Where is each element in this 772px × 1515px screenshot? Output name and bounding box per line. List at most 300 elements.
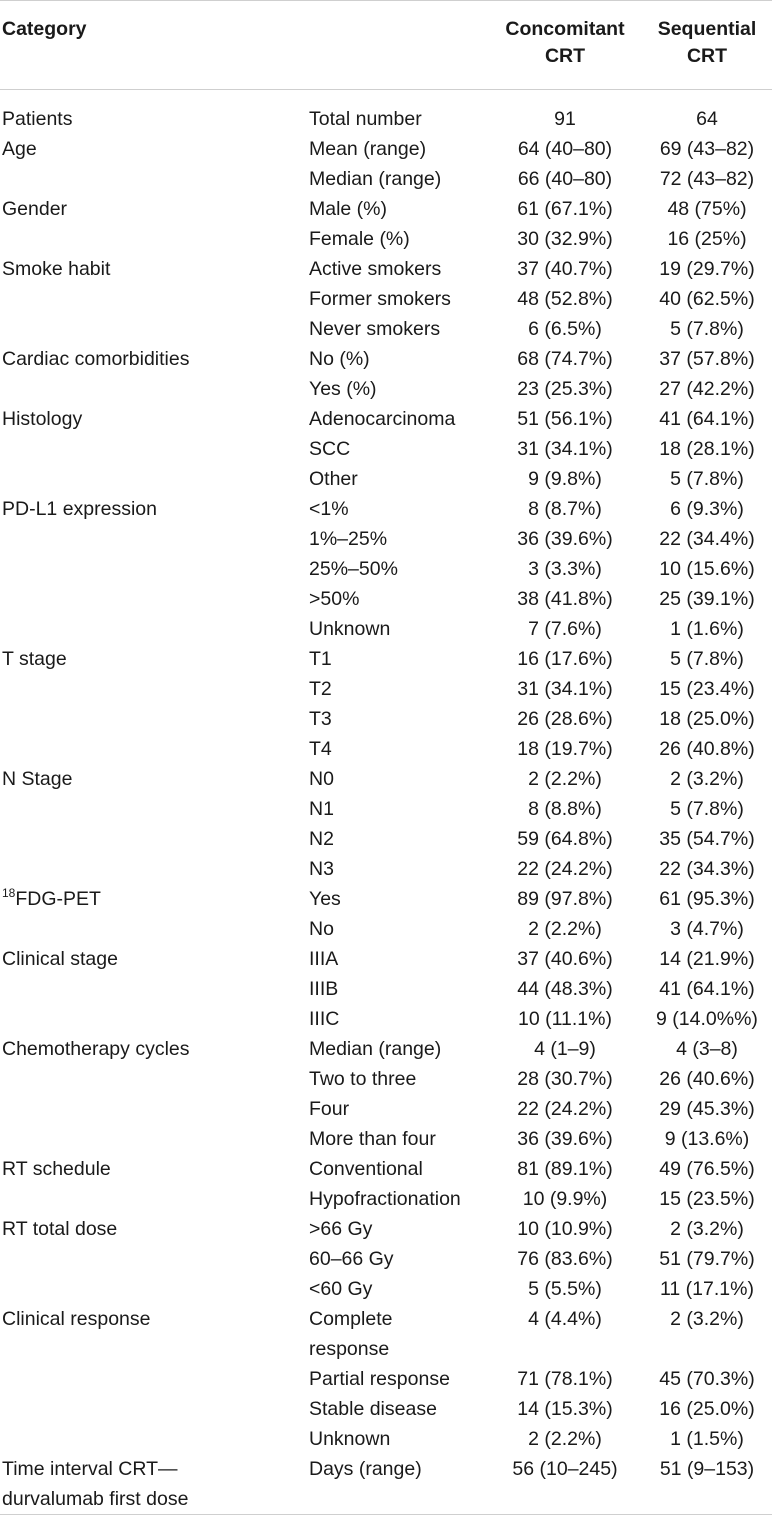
row-subcategory xyxy=(308,704,488,734)
row-concomitant-value: 2 (2.2%) xyxy=(528,918,602,940)
table-row xyxy=(0,584,772,614)
row-subcategory xyxy=(308,224,488,254)
row-subcategory-label: 1%–25% xyxy=(309,528,388,550)
row-subcategory xyxy=(308,1274,488,1304)
row-sequential-value: 2 (3.2%) xyxy=(670,768,744,790)
row-concomitant-value: 16 (17.6%) xyxy=(517,648,613,670)
row-concomitant-value: 37 (40.7%) xyxy=(517,258,613,280)
table-row xyxy=(0,194,772,224)
row-subcategory-label: Never smokers xyxy=(309,318,441,340)
row-category xyxy=(0,794,308,824)
table-header xyxy=(0,1,772,90)
row-subcategory xyxy=(308,1064,488,1094)
row-subcategory-label: Four xyxy=(309,1098,350,1120)
row-concomitant-value: 81 (89.1%) xyxy=(517,1158,613,1180)
table-row xyxy=(0,674,772,704)
row-subcategory xyxy=(308,164,488,194)
row-subcategory-label: Former smokers xyxy=(309,288,451,310)
row-category-label: Patients xyxy=(2,108,73,130)
row-subcategory xyxy=(308,1214,488,1244)
table-row xyxy=(0,1094,772,1124)
table-row xyxy=(0,524,772,554)
row-subcategory-label: T2 xyxy=(309,678,332,700)
row-subcategory xyxy=(308,1154,488,1184)
row-sequential-value: 22 (34.3%) xyxy=(659,858,755,880)
table-row xyxy=(0,614,772,644)
row-subcategory-label: Median (range) xyxy=(309,1038,442,1060)
row-subcategory-label: 25%–50% xyxy=(309,558,398,580)
row-concomitant-value: 8 (8.8%) xyxy=(528,798,602,820)
table-row xyxy=(0,854,772,884)
row-concomitant-value: 28 (30.7%) xyxy=(517,1068,613,1090)
row-concomitant-value: 8 (8.7%) xyxy=(528,498,602,520)
row-subcategory xyxy=(308,794,488,824)
row-sequential-value: 45 (70.3%) xyxy=(659,1368,755,1390)
table-row xyxy=(0,1064,772,1094)
row-concomitant-value: 10 (10.9%) xyxy=(517,1218,613,1240)
row-concomitant-value: 31 (34.1%) xyxy=(517,678,613,700)
row-category xyxy=(0,1304,308,1364)
row-concomitant-value: 9 (9.8%) xyxy=(528,468,602,490)
row-category xyxy=(0,644,308,674)
table-row xyxy=(0,1394,772,1424)
row-subcategory-label: Stable disease xyxy=(309,1398,437,1420)
table-row xyxy=(0,90,772,135)
row-category xyxy=(0,1394,308,1424)
row-subcategory xyxy=(308,464,488,494)
table-row xyxy=(0,1004,772,1034)
row-subcategory-label: T3 xyxy=(309,708,332,730)
row-sequential-value: 26 (40.8%) xyxy=(659,738,755,760)
row-category xyxy=(0,854,308,884)
row-sequential-value: 5 (7.8%) xyxy=(670,318,744,340)
table-row xyxy=(0,254,772,284)
row-subcategory xyxy=(308,974,488,1004)
header-category xyxy=(0,1,308,90)
row-subcategory-label: Two to three xyxy=(309,1068,417,1090)
row-subcategory xyxy=(308,734,488,764)
row-subcategory xyxy=(308,854,488,884)
table-row xyxy=(0,1154,772,1184)
row-sequential-value: 4 (3–8) xyxy=(676,1038,738,1060)
row-concomitant-value: 22 (24.2%) xyxy=(517,1098,613,1120)
row-sequential-value: 27 (42.2%) xyxy=(659,378,755,400)
row-concomitant-value: 71 (78.1%) xyxy=(517,1368,613,1390)
header-category-label: Category xyxy=(2,18,87,40)
row-category xyxy=(0,344,308,374)
table-row xyxy=(0,734,772,764)
header-sequential-line1: Sequential xyxy=(657,18,757,40)
row-category-label: Time interval CRT— xyxy=(2,1458,178,1480)
row-subcategory xyxy=(308,1424,488,1454)
row-subcategory-label: Other xyxy=(309,468,358,490)
row-subcategory xyxy=(308,314,488,344)
row-subcategory xyxy=(308,134,488,164)
row-subcategory xyxy=(308,1244,488,1274)
row-category xyxy=(0,90,308,135)
row-subcategory-label: IIIB xyxy=(309,978,339,1000)
row-category-label: Age xyxy=(2,138,37,160)
row-category xyxy=(0,224,308,254)
row-category-label: Smoke habit xyxy=(2,258,111,280)
row-sequential-value: 48 (75%) xyxy=(667,198,747,220)
row-category xyxy=(0,374,308,404)
row-subcategory-label: SCC xyxy=(309,438,351,460)
table-row xyxy=(0,374,772,404)
row-subcategory-label: T1 xyxy=(309,648,332,670)
row-subcategory xyxy=(308,644,488,674)
row-subcategory xyxy=(308,434,488,464)
row-category xyxy=(0,764,308,794)
row-sequential-value: 18 (25.0%) xyxy=(659,708,755,730)
row-category xyxy=(0,1454,308,1515)
row-sequential-value: 16 (25%) xyxy=(667,228,747,250)
row-category xyxy=(0,1154,308,1184)
table-row xyxy=(0,794,772,824)
row-subcategory-label: <1% xyxy=(309,498,349,520)
row-category xyxy=(0,944,308,974)
row-concomitant-value: 2 (2.2%) xyxy=(528,768,602,790)
row-subcategory xyxy=(308,824,488,854)
row-sequential-value: 9 (14.0%%) xyxy=(656,1008,758,1030)
row-concomitant-value: 2 (2.2%) xyxy=(528,1428,602,1450)
row-subcategory-label: Hypofractionation xyxy=(309,1188,461,1210)
row-sequential-value: 5 (7.8%) xyxy=(670,648,744,670)
table-row xyxy=(0,314,772,344)
row-subcategory xyxy=(308,1034,488,1064)
row-category-label: FDG-PET xyxy=(15,888,101,910)
table-row xyxy=(0,1364,772,1394)
row-subcategory-label: Median (range) xyxy=(309,168,442,190)
row-sequential-value: 40 (62.5%) xyxy=(659,288,755,310)
row-concomitant-value: 89 (97.8%) xyxy=(517,888,613,910)
row-sequential-value: 1 (1.5%) xyxy=(670,1428,744,1450)
row-category xyxy=(0,254,308,284)
row-subcategory xyxy=(308,194,488,224)
table-row xyxy=(0,284,772,314)
row-sequential-value: 35 (54.7%) xyxy=(659,828,755,850)
row-category xyxy=(0,1094,308,1124)
row-concomitant-value: 4 (4.4%) xyxy=(528,1308,602,1330)
row-category xyxy=(0,914,308,944)
row-subcategory-label: More than four xyxy=(309,1128,436,1150)
row-category-label-line2: durvalumab first dose xyxy=(2,1488,189,1510)
row-sequential-value: 25 (39.1%) xyxy=(659,588,755,610)
row-sequential-value: 51 (79.7%) xyxy=(659,1248,755,1270)
table-row xyxy=(0,644,772,674)
row-sequential-value: 26 (40.6%) xyxy=(659,1068,755,1090)
row-subcategory-label: Days (range) xyxy=(309,1458,422,1480)
row-subcategory-label: Mean (range) xyxy=(309,138,427,160)
table-row xyxy=(0,224,772,254)
table-row xyxy=(0,1034,772,1064)
row-sequential-value: 16 (25.0%) xyxy=(659,1398,755,1420)
row-concomitant-value: 36 (39.6%) xyxy=(517,528,613,550)
table-body xyxy=(0,90,772,1515)
row-subcategory-label: IIIC xyxy=(309,1008,340,1030)
row-sequential-value: 14 (21.9%) xyxy=(659,948,755,970)
row-sequential-value: 3 (4.7%) xyxy=(670,918,744,940)
header-sequential xyxy=(642,1,772,90)
row-category xyxy=(0,674,308,704)
row-subcategory-label-line2: response xyxy=(309,1338,390,1360)
row-subcategory-label: Total number xyxy=(309,108,422,130)
row-subcategory-label: N1 xyxy=(309,798,334,820)
row-category-label: PD-L1 expression xyxy=(2,498,157,520)
table-row xyxy=(0,1454,772,1515)
row-category-label: Clinical response xyxy=(2,1308,151,1330)
row-category xyxy=(0,734,308,764)
row-sequential-value: 37 (57.8%) xyxy=(659,348,755,370)
row-concomitant-value: 91 xyxy=(554,108,576,130)
table-row xyxy=(0,884,772,914)
row-category-label: N Stage xyxy=(2,768,73,790)
table-row xyxy=(0,1214,772,1244)
table-row xyxy=(0,494,772,524)
row-concomitant-value: 64 (40–80) xyxy=(517,138,613,160)
row-concomitant-value: 4 (1–9) xyxy=(534,1038,596,1060)
row-sequential-value: 9 (13.6%) xyxy=(664,1128,750,1150)
row-subcategory xyxy=(308,554,488,584)
table-row xyxy=(0,704,772,734)
row-concomitant-value: 36 (39.6%) xyxy=(517,1128,613,1150)
header-subcategory xyxy=(308,1,488,90)
row-category xyxy=(0,494,308,524)
row-subcategory-label: No (%) xyxy=(309,348,370,370)
row-category xyxy=(0,1184,308,1214)
row-category-superscript: 18 xyxy=(2,885,16,900)
row-category xyxy=(0,434,308,464)
table-row xyxy=(0,1124,772,1154)
row-subcategory xyxy=(308,674,488,704)
row-category-label: Clinical stage xyxy=(2,948,118,970)
row-concomitant-value: 26 (28.6%) xyxy=(517,708,613,730)
row-category xyxy=(0,314,308,344)
row-subcategory-label: N3 xyxy=(309,858,334,880)
row-subcategory-label: Unknown xyxy=(309,1428,391,1450)
row-subcategory xyxy=(308,494,488,524)
row-sequential-value: 18 (28.1%) xyxy=(659,438,755,460)
row-concomitant-value: 37 (40.6%) xyxy=(517,948,613,970)
row-sequential-value: 6 (9.3%) xyxy=(670,498,744,520)
row-category xyxy=(0,554,308,584)
table-row xyxy=(0,434,772,464)
row-category xyxy=(0,1364,308,1394)
row-sequential-value: 41 (64.1%) xyxy=(659,408,755,430)
table-row xyxy=(0,974,772,1004)
row-concomitant-value: 59 (64.8%) xyxy=(517,828,613,850)
header-sequential-line2: CRT xyxy=(686,45,728,67)
row-sequential-value: 64 xyxy=(696,108,718,130)
row-concomitant-value: 18 (19.7%) xyxy=(517,738,613,760)
row-concomitant-value: 44 (48.3%) xyxy=(517,978,613,1000)
table-row xyxy=(0,404,772,434)
row-category-label: Cardiac comorbidities xyxy=(2,348,190,370)
row-subcategory xyxy=(308,1454,488,1515)
row-subcategory xyxy=(308,584,488,614)
row-sequential-value: 15 (23.4%) xyxy=(659,678,755,700)
header-concomitant-line2: CRT xyxy=(544,45,586,67)
row-sequential-value: 2 (3.2%) xyxy=(670,1308,744,1330)
row-category xyxy=(0,704,308,734)
row-subcategory-label: Conventional xyxy=(309,1158,423,1180)
table-row xyxy=(0,1304,772,1364)
row-concomitant-value: 22 (24.2%) xyxy=(517,858,613,880)
table-row xyxy=(0,914,772,944)
row-category xyxy=(0,1214,308,1244)
row-category-label: Gender xyxy=(2,198,68,220)
row-subcategory xyxy=(308,1364,488,1394)
row-subcategory-label: 60–66 Gy xyxy=(309,1248,394,1270)
row-sequential-value: 41 (64.1%) xyxy=(659,978,755,1000)
row-category-label: RT total dose xyxy=(2,1218,118,1240)
row-concomitant-value: 23 (25.3%) xyxy=(517,378,613,400)
row-subcategory-label: No xyxy=(309,918,334,940)
row-subcategory-label: Yes (%) xyxy=(309,378,377,400)
row-subcategory xyxy=(308,374,488,404)
row-subcategory-label: Active smokers xyxy=(309,258,442,280)
row-sequential-value: 10 (15.6%) xyxy=(659,558,755,580)
row-category xyxy=(0,464,308,494)
row-sequential-value: 61 (95.3%) xyxy=(659,888,755,910)
row-subcategory-label: <60 Gy xyxy=(309,1278,373,1300)
table-row xyxy=(0,134,772,164)
row-sequential-value: 11 (17.1%) xyxy=(660,1278,754,1300)
row-subcategory-label: Male (%) xyxy=(309,198,388,220)
row-subcategory-label: Female (%) xyxy=(309,228,410,250)
table-row xyxy=(0,944,772,974)
row-subcategory xyxy=(308,1304,488,1364)
row-category xyxy=(0,584,308,614)
row-subcategory xyxy=(308,404,488,434)
row-subcategory xyxy=(308,90,488,135)
row-subcategory xyxy=(308,284,488,314)
row-concomitant-value: 48 (52.8%) xyxy=(517,288,613,310)
table-row xyxy=(0,1244,772,1274)
row-subcategory xyxy=(308,524,488,554)
row-subcategory-label: T4 xyxy=(309,738,332,760)
row-concomitant-value: 5 (5.5%) xyxy=(528,1278,602,1300)
row-category xyxy=(0,1064,308,1094)
row-subcategory-label: Partial response xyxy=(309,1368,450,1390)
row-category xyxy=(0,1274,308,1304)
row-category xyxy=(0,884,308,914)
row-concomitant-value: 3 (3.3%) xyxy=(528,558,602,580)
row-concomitant-value: 30 (32.9%) xyxy=(517,228,613,250)
row-category-label: RT schedule xyxy=(2,1158,111,1180)
row-sequential-value: 69 (43–82) xyxy=(659,138,755,160)
row-concomitant-value: 51 (56.1%) xyxy=(517,408,613,430)
row-subcategory xyxy=(308,344,488,374)
row-sequential-value: 1 (1.6%) xyxy=(670,618,744,640)
row-concomitant-value: 7 (7.6%) xyxy=(528,618,602,640)
row-subcategory xyxy=(308,614,488,644)
row-subcategory-label: >50% xyxy=(309,588,360,610)
row-concomitant-value: 10 (9.9%) xyxy=(522,1188,608,1210)
header-concomitant-line1: Concomitant xyxy=(505,18,625,40)
row-sequential-value: 5 (7.8%) xyxy=(670,468,744,490)
row-subcategory xyxy=(308,1094,488,1124)
row-category xyxy=(0,404,308,434)
table-row xyxy=(0,764,772,794)
row-subcategory-label: Adenocarcinoma xyxy=(309,408,456,430)
row-category-label: Histology xyxy=(2,408,83,430)
row-category xyxy=(0,1424,308,1454)
row-concomitant-value: 6 (6.5%) xyxy=(528,318,602,340)
row-category xyxy=(0,1244,308,1274)
table-row xyxy=(0,1424,772,1454)
table-row xyxy=(0,464,772,494)
row-category xyxy=(0,164,308,194)
row-subcategory xyxy=(308,944,488,974)
row-sequential-value: 5 (7.8%) xyxy=(670,798,744,820)
row-subcategory xyxy=(308,1004,488,1034)
row-concomitant-value: 31 (34.1%) xyxy=(517,438,613,460)
row-sequential-value: 22 (34.4%) xyxy=(659,528,755,550)
row-subcategory-label: >66 Gy xyxy=(309,1218,373,1240)
row-category-label: Chemotherapy cycles xyxy=(2,1038,190,1060)
row-sequential-value: 19 (29.7%) xyxy=(659,258,755,280)
row-concomitant-value: 61 (67.1%) xyxy=(517,198,613,220)
row-concomitant-value: 76 (83.6%) xyxy=(517,1248,613,1270)
row-sequential-value: 29 (45.3%) xyxy=(659,1098,755,1120)
row-subcategory xyxy=(308,764,488,794)
row-subcategory-label: Unknown xyxy=(309,618,391,640)
row-subcategory xyxy=(308,1184,488,1214)
row-subcategory xyxy=(308,884,488,914)
row-sequential-value: 72 (43–82) xyxy=(659,168,755,190)
header-concomitant xyxy=(488,1,642,90)
row-subcategory xyxy=(308,1124,488,1154)
table-row xyxy=(0,164,772,194)
row-category xyxy=(0,974,308,1004)
row-concomitant-value: 66 (40–80) xyxy=(517,168,613,190)
row-category xyxy=(0,1004,308,1034)
row-category xyxy=(0,824,308,854)
table-row xyxy=(0,824,772,854)
row-sequential-value: 51 (9–153) xyxy=(659,1458,755,1480)
row-subcategory-label: Yes xyxy=(309,888,341,910)
row-category xyxy=(0,524,308,554)
row-category-label: T stage xyxy=(2,648,67,670)
table-row xyxy=(0,554,772,584)
row-subcategory-label: IIIA xyxy=(309,948,339,970)
row-concomitant-value: 14 (15.3%) xyxy=(517,1398,613,1420)
row-category xyxy=(0,194,308,224)
row-concomitant-value: 68 (74.7%) xyxy=(517,348,613,370)
table-row xyxy=(0,1184,772,1214)
row-subcategory xyxy=(308,254,488,284)
row-category xyxy=(0,614,308,644)
table-row xyxy=(0,1274,772,1304)
row-subcategory-label: N2 xyxy=(309,828,334,850)
row-concomitant-value: 10 (11.1%) xyxy=(518,1008,612,1030)
row-sequential-value: 2 (3.2%) xyxy=(670,1218,744,1240)
row-subcategory-label: N0 xyxy=(309,768,334,790)
row-category xyxy=(0,284,308,314)
row-subcategory xyxy=(308,1394,488,1424)
row-sequential-value: 49 (76.5%) xyxy=(659,1158,755,1180)
row-subcategory-label: Complete xyxy=(309,1308,393,1330)
row-concomitant-value: 38 (41.8%) xyxy=(517,588,613,610)
row-category xyxy=(0,134,308,164)
row-category xyxy=(0,1124,308,1154)
row-concomitant-value: 56 (10–245) xyxy=(512,1458,618,1480)
header-row xyxy=(0,1,772,90)
table-row xyxy=(0,344,772,374)
row-sequential-value: 15 (23.5%) xyxy=(659,1188,755,1210)
row-subcategory xyxy=(308,914,488,944)
